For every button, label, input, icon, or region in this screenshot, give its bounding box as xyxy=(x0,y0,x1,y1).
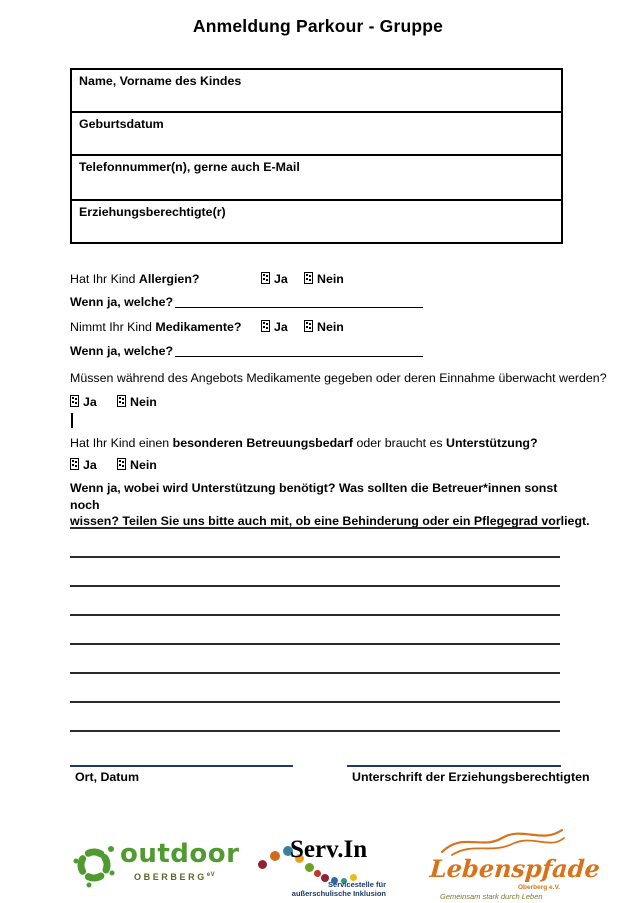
option-label: Ja xyxy=(83,395,97,409)
question-supervised-medication xyxy=(70,371,607,388)
option-label: Nein xyxy=(130,458,157,472)
question-allergies xyxy=(70,272,344,289)
field-label-name: Name, Vorname des Kindes xyxy=(79,74,242,88)
option-label: Ja xyxy=(274,320,288,334)
outdoor-region-text: OBERBERG xyxy=(134,872,207,882)
servin-subtitle xyxy=(280,881,386,898)
lebenspfade-tagline: Gemeinsam stark durch Leben xyxy=(440,892,543,901)
field-label-guardian: Erziehungsberechtigte(r) xyxy=(79,205,226,219)
signature-line-guardian xyxy=(347,765,561,767)
followup-label: Wenn ja, welche? xyxy=(70,344,174,358)
option-ja xyxy=(70,458,97,472)
question-text: Hat Ihr Kind einen xyxy=(70,436,173,450)
signature-label-guardian: Unterschrift der Erziehungsberechtigten xyxy=(352,770,590,784)
checkbox-glyph-icon xyxy=(304,320,313,332)
lebenspfade-region-label: Oberberg e.V. xyxy=(518,884,561,891)
checkbox-glyph-icon xyxy=(304,272,313,284)
lebenspfade-wordmark: Lebenspfade xyxy=(428,854,601,883)
writing-line xyxy=(70,674,560,703)
dot-icon xyxy=(314,870,321,877)
question-text: Müssen während des Angebots Medikamente gegeben oder deren Einnahme überwacht werden? xyxy=(70,371,607,385)
option-ja xyxy=(261,320,288,334)
option-label: Ja xyxy=(274,272,288,286)
field-label-birthdate: Geburtsdatum xyxy=(79,117,164,131)
writing-line xyxy=(70,616,560,645)
table-row xyxy=(72,156,561,201)
writing-line xyxy=(70,500,560,529)
writing-line xyxy=(70,558,560,587)
question-support xyxy=(70,436,590,453)
question-text-bold: Unterstützung? xyxy=(446,436,538,450)
page-title: Anmeldung Parkour - Gruppe xyxy=(192,16,444,36)
dot-icon xyxy=(258,860,267,869)
dot-icon xyxy=(305,863,314,872)
servin-subtitle-line1: Servicestelle für xyxy=(328,880,386,889)
outdoor-ring-icon xyxy=(72,840,118,888)
writing-line xyxy=(70,529,560,558)
followup-allergies xyxy=(70,294,423,311)
signature-line-date xyxy=(70,765,293,767)
servin-subtitle-line2: außerschulische Inklusion xyxy=(291,888,386,898)
details-line1: Wenn ja, wobei wird Unterstützung benötigt? Was sollten die Betreuer*innen sonst noch xyxy=(70,481,558,512)
logo-servin xyxy=(256,838,388,898)
writing-line xyxy=(70,587,560,616)
notes-lines xyxy=(70,500,560,732)
question-text-bold: Medikamente? xyxy=(155,320,242,334)
option-label: Nein xyxy=(130,395,157,409)
followup-label: Wenn ja, welche? xyxy=(70,295,174,309)
outdoor-region-label xyxy=(134,872,215,882)
text-cursor xyxy=(71,413,73,428)
question-text-bold: besonderen Betreuungsbedarf xyxy=(172,436,354,450)
outdoor-wordmark: outdoor xyxy=(120,839,240,869)
option-ja xyxy=(261,272,288,286)
dot-icon xyxy=(270,851,280,861)
option-label: Nein xyxy=(317,320,344,334)
writing-line xyxy=(70,645,560,674)
contact-table xyxy=(70,68,563,244)
question-text: Nimmt Ihr Kind xyxy=(70,320,156,334)
option-nein xyxy=(304,272,344,286)
option-ja xyxy=(70,395,97,409)
question-text: Hat Ihr Kind xyxy=(70,272,139,286)
answer-line xyxy=(175,294,423,308)
question-text: oder braucht es xyxy=(353,436,447,450)
checkbox-glyph-icon xyxy=(117,458,126,470)
checkbox-glyph-icon xyxy=(261,272,270,284)
details-line2: wissen? Teilen Sie uns bitte auch mit, ob eine Behinderung oder ein Pflegegrad vorliegt. xyxy=(70,514,590,528)
field-label-phone: Telefonnummer(n), gerne auch E-Mail xyxy=(79,160,300,174)
option-nein xyxy=(117,395,157,409)
checkbox-glyph-icon xyxy=(70,458,79,470)
option-nein xyxy=(304,320,344,334)
table-row xyxy=(72,201,561,242)
option-label: Ja xyxy=(83,458,97,472)
table-row xyxy=(72,113,561,156)
paths-squiggle-icon xyxy=(438,826,566,856)
followup-medication xyxy=(70,343,423,360)
checkbox-glyph-icon xyxy=(117,395,126,407)
outdoor-ev-suffix: eV xyxy=(206,872,216,878)
logo-lebenspfade xyxy=(428,826,601,902)
logo-outdoor-oberberg xyxy=(72,839,240,898)
writing-line xyxy=(70,703,560,732)
answer-line xyxy=(175,343,423,357)
table-row xyxy=(72,70,561,113)
servin-wordmark: Serv.In xyxy=(290,836,368,863)
option-nein xyxy=(117,458,157,472)
checkbox-glyph-icon xyxy=(261,320,270,332)
question-medication xyxy=(70,320,344,337)
option-label: Nein xyxy=(317,272,344,286)
signature-label-date: Ort, Datum xyxy=(75,770,140,784)
question-text-bold: Allergien? xyxy=(138,272,200,286)
checkbox-glyph-icon xyxy=(70,395,79,407)
